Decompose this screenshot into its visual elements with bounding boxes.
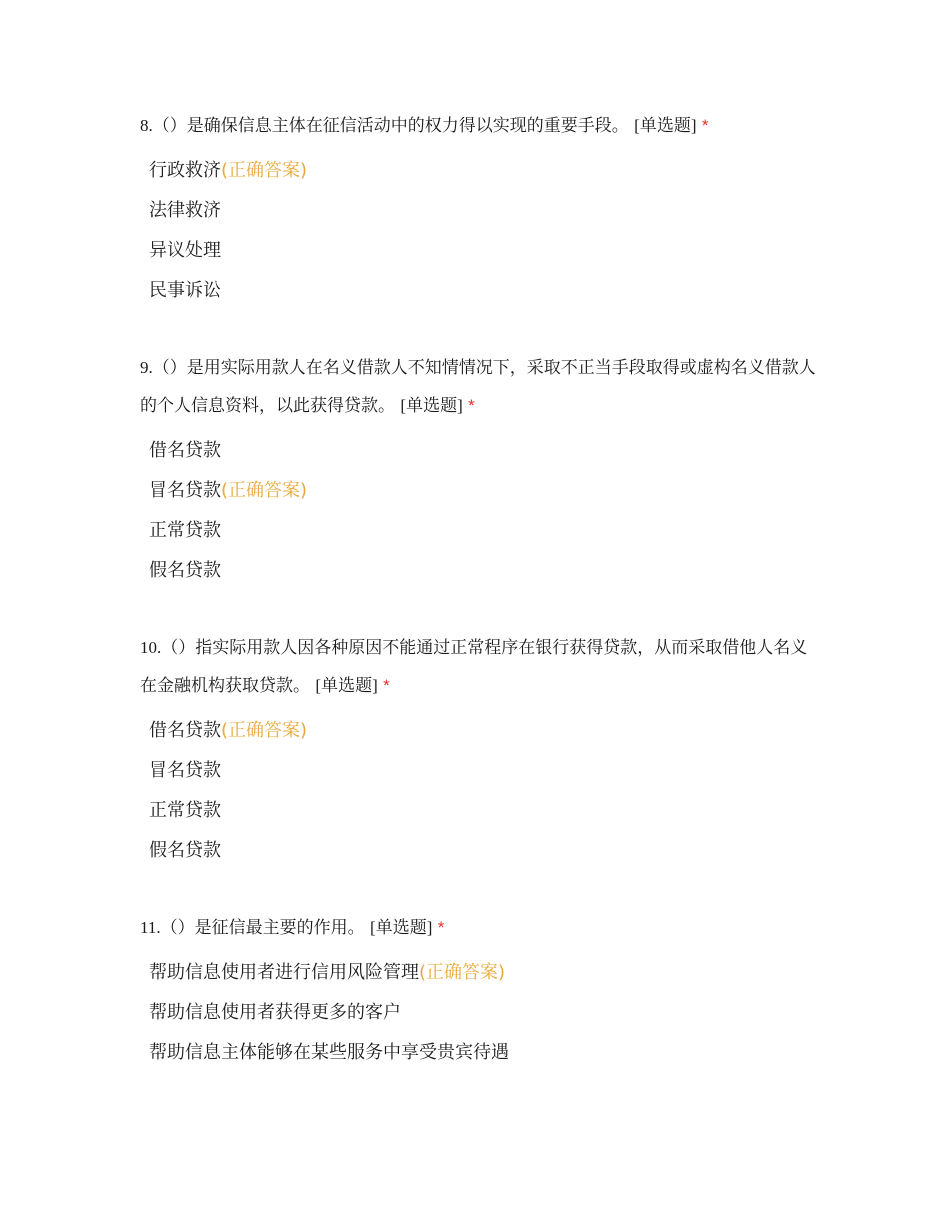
question-title — [140, 629, 820, 705]
question-number: 9. — [140, 358, 153, 377]
question-number: 8. — [140, 116, 153, 135]
correct-answer-label: (正确答案) — [419, 962, 506, 983]
option-label: 帮助信息使用者获得更多的客户 — [149, 1002, 401, 1023]
option-item[interactable] — [140, 551, 820, 591]
option-label: 民事诉讼 — [149, 280, 221, 301]
option-list — [140, 711, 820, 871]
option-item[interactable] — [140, 511, 820, 551]
option-label: 借名贷款 — [149, 720, 221, 741]
required-marker: * — [383, 676, 390, 695]
option-item[interactable] — [140, 431, 820, 471]
option-item[interactable] — [140, 791, 820, 831]
option-label: 帮助信息主体能够在某些服务中享受贵宾待遇 — [149, 1042, 509, 1063]
option-list — [140, 953, 820, 1073]
question-text: （）是确保信息主体在征信活动中的权力得以实现的重要手段。 — [152, 116, 629, 136]
option-list — [140, 431, 820, 591]
option-label: 借名贷款 — [149, 440, 221, 461]
question-type: [单选题] — [370, 918, 433, 937]
option-item[interactable] — [140, 831, 820, 871]
option-item[interactable] — [140, 271, 820, 311]
question-text: （）是征信最主要的作用。 — [160, 918, 365, 938]
option-label: 法律救济 — [149, 200, 221, 221]
option-label: 假名贷款 — [149, 560, 221, 581]
question-9 — [140, 349, 820, 591]
question-8 — [140, 107, 820, 311]
question-type: [单选题] — [400, 396, 463, 415]
option-item[interactable] — [140, 191, 820, 231]
question-title — [140, 909, 820, 947]
option-label: 正常贷款 — [149, 800, 221, 821]
question-number: 10. — [140, 638, 162, 657]
option-item[interactable] — [140, 471, 820, 511]
question-10 — [140, 629, 820, 871]
required-marker: * — [437, 918, 445, 937]
option-list — [140, 151, 820, 311]
correct-answer-label: (正确答案) — [221, 480, 308, 501]
option-label: 行政救济 — [149, 160, 221, 181]
question-type: [单选题] — [315, 676, 378, 695]
question-type: [单选题] — [634, 116, 697, 135]
required-marker: * — [468, 396, 475, 415]
question-title — [140, 107, 820, 145]
option-label: 异议处理 — [149, 240, 221, 261]
question-text: （）是用实际用款人在名义借款人不知情情况下，采取不正当手段取得或虚构名义借款人的个人信息资料，以此获得贷款。 — [140, 358, 816, 416]
option-item[interactable] — [140, 1033, 820, 1073]
option-label: 冒名贷款 — [149, 760, 221, 781]
correct-answer-label: (正确答案) — [221, 720, 308, 741]
option-item[interactable] — [140, 993, 820, 1033]
option-label: 假名贷款 — [149, 840, 221, 861]
option-item[interactable] — [140, 711, 820, 751]
option-label: 正常贷款 — [149, 520, 221, 541]
option-label: 冒名贷款 — [149, 480, 221, 501]
option-item[interactable] — [140, 231, 820, 271]
required-marker: * — [701, 116, 709, 135]
question-11 — [140, 909, 820, 1073]
question-title — [140, 349, 820, 425]
option-item[interactable] — [140, 953, 820, 993]
option-label: 帮助信息使用者进行信用风险管理 — [149, 962, 419, 983]
question-text: （）指实际用款人因各种原因不能通过正常程序在银行获得贷款，从而采取借他人名义在金融机构获取贷款。 — [140, 638, 808, 696]
option-item[interactable] — [140, 151, 820, 191]
correct-answer-label: (正确答案) — [221, 160, 308, 181]
option-item[interactable] — [140, 751, 820, 791]
question-number: 11. — [140, 918, 161, 937]
